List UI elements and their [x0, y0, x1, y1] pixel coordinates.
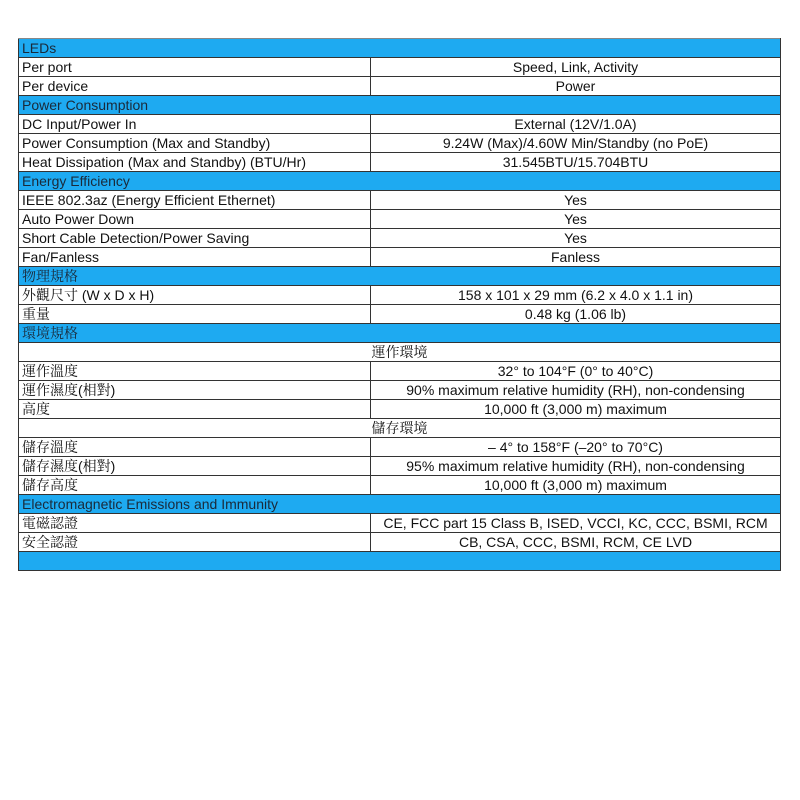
row-value-heat-dissipation: 31.545BTU/15.704BTU	[371, 153, 781, 172]
spec-table	[18, 38, 781, 571]
table-row	[19, 305, 781, 324]
row-value-dc-input: External (12V/1.0A)	[371, 115, 781, 134]
row-label-per-port: Per port	[19, 58, 371, 77]
row-label-st-altitude: 儲存高度	[19, 476, 371, 495]
row-value-safety-cert: CB, CSA, CCC, BSMI, RCM, CE LVD	[371, 533, 781, 552]
table-row	[19, 248, 781, 267]
row-label-safety-cert: 安全認證	[19, 533, 371, 552]
row-label-altitude: 高度	[19, 400, 371, 419]
row-label-eee: IEEE 802.3az (Energy Efficient Ethernet)	[19, 191, 371, 210]
row-label-dimensions: 外觀尺寸 (W x D x H)	[19, 286, 371, 305]
row-label-st-temp: 儲存溫度	[19, 438, 371, 457]
section-row-energy	[19, 172, 781, 191]
row-label-auto-power-down: Auto Power Down	[19, 210, 371, 229]
row-label-st-humidity: 儲存濕度(相對)	[19, 457, 371, 476]
section-title-environment: 環境規格	[19, 324, 781, 343]
table-row	[19, 115, 781, 134]
row-label-power-consumption: Power Consumption (Max and Standby)	[19, 134, 371, 153]
table-row	[19, 533, 781, 552]
row-value-op-humidity: 90% maximum relative humidity (RH), non-condensing	[371, 381, 781, 400]
table-row	[19, 210, 781, 229]
table-row	[19, 438, 781, 457]
row-label-heat-dissipation: Heat Dissipation (Max and Standby) (BTU/Hr)	[19, 153, 371, 172]
table-row	[19, 400, 781, 419]
row-value-short-cable: Yes	[371, 229, 781, 248]
section-title-physical: 物理規格	[19, 267, 781, 286]
row-value-fan: Fanless	[371, 248, 781, 267]
table-row	[19, 153, 781, 172]
row-label-dc-input: DC Input/Power In	[19, 115, 371, 134]
table-row	[19, 134, 781, 153]
row-value-emc-cert: CE, FCC part 15 Class B, ISED, VCCI, KC, CCC, BSMI, RCM	[371, 514, 781, 533]
row-value-power-consumption: 9.24W (Max)/4.60W Min/Standby (no PoE)	[371, 134, 781, 153]
row-value-st-temp: – 4° to 158°F (–20° to 70°C)	[371, 438, 781, 457]
row-value-per-port: Speed, Link, Activity	[371, 58, 781, 77]
row-label-op-temp: 運作溫度	[19, 362, 371, 381]
subheader-operating: 運作環境	[19, 343, 781, 362]
section-row-leds	[19, 39, 781, 58]
row-value-eee: Yes	[371, 191, 781, 210]
row-label-op-humidity: 運作濕度(相對)	[19, 381, 371, 400]
row-value-st-altitude: 10,000 ft (3,000 m) maximum	[371, 476, 781, 495]
section-title-emi: Electromagnetic Emissions and Immunity	[19, 495, 781, 514]
row-label-fan: Fan/Fanless	[19, 248, 371, 267]
section-title-energy: Energy Efficiency	[19, 172, 781, 191]
row-label-emc-cert: 電磁認證	[19, 514, 371, 533]
row-value-per-device: Power	[371, 77, 781, 96]
table-row	[19, 362, 781, 381]
row-value-dimensions: 158 x 101 x 29 mm (6.2 x 4.0 x 1.1 in)	[371, 286, 781, 305]
row-value-st-humidity: 95% maximum relative humidity (RH), non-condensing	[371, 457, 781, 476]
table-row	[19, 229, 781, 248]
table-row	[19, 476, 781, 495]
table-row	[19, 457, 781, 476]
row-label-short-cable: Short Cable Detection/Power Saving	[19, 229, 371, 248]
section-row-environment	[19, 324, 781, 343]
table-row	[19, 58, 781, 77]
section-title-leds: LEDs	[19, 39, 781, 58]
footer-band-cell	[19, 552, 781, 571]
subheader-row-operating	[19, 343, 781, 362]
table-row	[19, 381, 781, 400]
section-title-power: Power Consumption	[19, 96, 781, 115]
row-label-per-device: Per device	[19, 77, 371, 96]
row-value-weight: 0.48 kg (1.06 lb)	[371, 305, 781, 324]
row-value-altitude: 10,000 ft (3,000 m) maximum	[371, 400, 781, 419]
row-value-auto-power-down: Yes	[371, 210, 781, 229]
subheader-storage: 儲存環境	[19, 419, 781, 438]
table-row	[19, 514, 781, 533]
row-label-weight: 重量	[19, 305, 371, 324]
footer-band	[19, 552, 781, 571]
table-row	[19, 77, 781, 96]
section-row-power	[19, 96, 781, 115]
table-row	[19, 286, 781, 305]
section-row-physical	[19, 267, 781, 286]
row-value-op-temp: 32° to 104°F (0° to 40°C)	[371, 362, 781, 381]
table-row	[19, 191, 781, 210]
subheader-row-storage	[19, 419, 781, 438]
section-row-emi	[19, 495, 781, 514]
